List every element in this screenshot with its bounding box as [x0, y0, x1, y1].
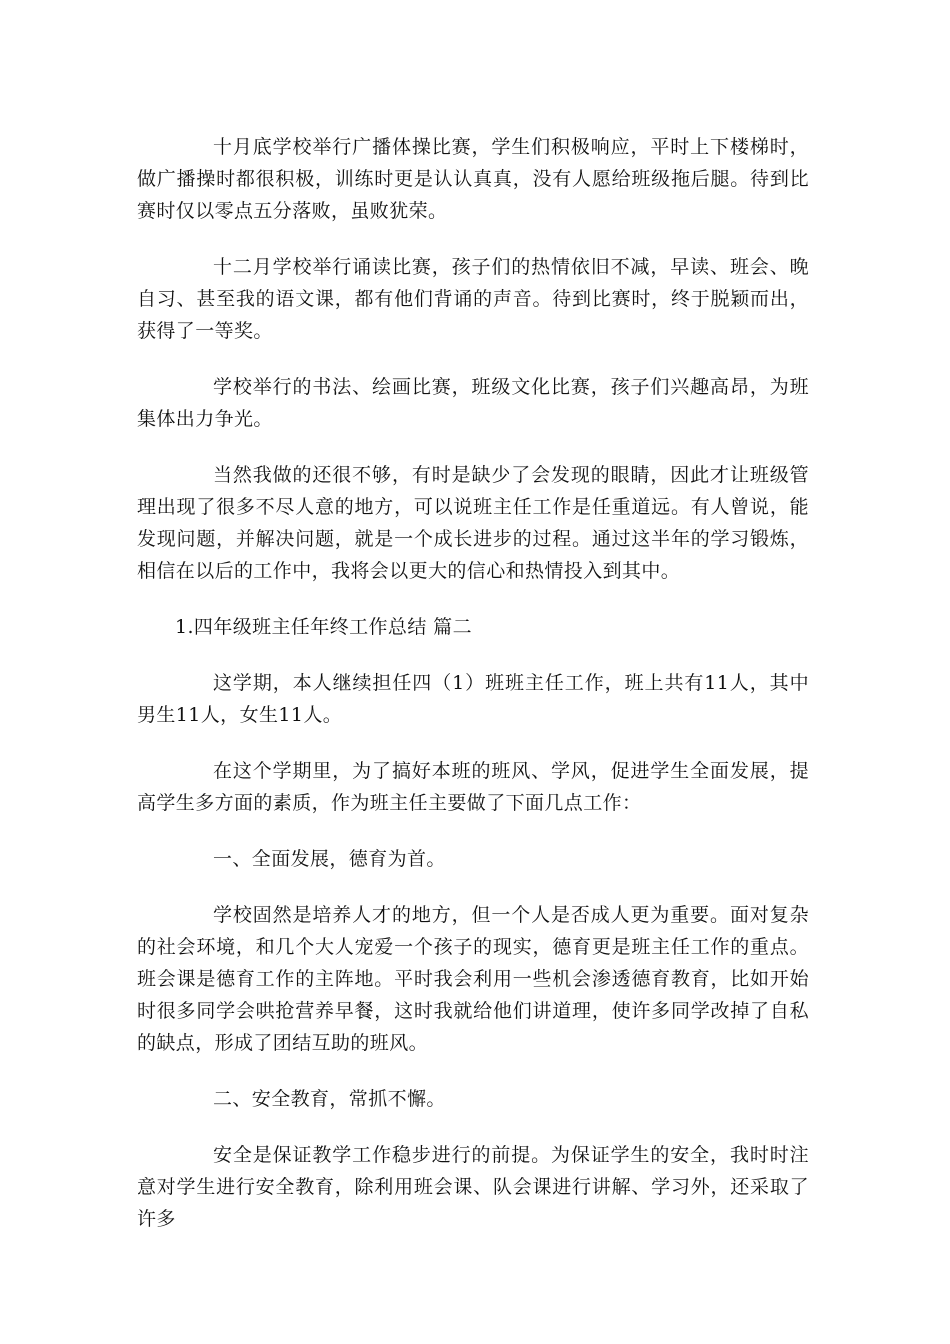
paragraph-art-contests: 学校举行的书法、绘画比赛，班级文化比赛，孩子们兴趣高昂，为班集体出力争光。: [137, 376, 809, 430]
paragraph-recitation-contest: 十二月学校举行诵读比赛，孩子们的热情依旧不减，早读、班会、晚自习、甚至我的语文课，都有他们背诵的声音。待到比赛时，终于脱颖而出，获得了一等奖。: [137, 256, 809, 342]
paragraph-moral-education: 学校固然是培养人才的地方，但一个人是否成人更为重要。面对复杂的社会环境，和几个大人宠爱一个孩子的现实，德育更是班主任工作的重点。班会课是德育工作的主阵地。平时我会利用一些机会渗透德育教育，比如开始时很多同学会哄抢营养早餐，这时我就给他们讲道理，使许多同学改掉了自私的缺点，形成了团结互助的班风。: [137, 904, 809, 1054]
paragraph-safety-education: 安全是保证教学工作稳步进行的前提。为保证学生的安全，我时时注意对学生进行安全教育，除利用班会课、队会课进行讲解、学习外，还采取了许多: [137, 1144, 809, 1230]
paragraph-reflection: 当然我做的还很不够，有时是缺少了会发现的眼睛，因此才让班级管理出现了很多不尽人意的地方，可以说班主任工作是任重道远。有人曾说，能发现问题，并解决问题，就是一个成长进步的过程。通过这半年的学习锻炼，相信在以后的工作中，我将会以更大的信心和热情投入到其中。: [137, 464, 809, 582]
subheading-moral-education: 一、全面发展，德育为首。: [213, 848, 446, 870]
paragraph-class-info: 这学期，本人继续担任四（1）班班主任工作，班上共有11人，其中男生11人，女生11人。: [137, 672, 809, 726]
section-heading-part-two: 1.四年级班主任年终工作总结 篇二: [175, 616, 472, 638]
paragraph-broadcast-exercise: 十月底学校举行广播体操比赛，学生们积极响应，平时上下楼梯时，做广播操时都很积极，训练时更是认认真真，没有人愿给班级拖后腿。待到比赛时仅以零点五分落败，虽败犹荣。: [137, 136, 809, 222]
subheading-safety-education: 二、安全教育，常抓不懈。: [213, 1088, 446, 1110]
document-body: [137, 131, 809, 1259]
paragraph-semester-goal: 在这个学期里，为了搞好本班的班风、学风，促进学生全面发展，提高学生多方面的素质，作为班主任主要做了下面几点工作：: [137, 760, 809, 814]
